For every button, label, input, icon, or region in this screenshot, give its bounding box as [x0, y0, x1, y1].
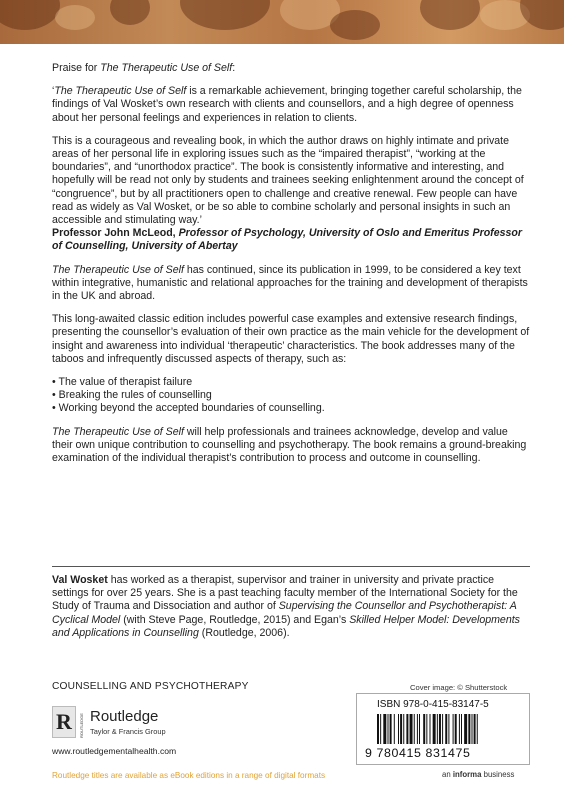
description-paragraph-1: The Therapeutic Use of Self has continued, since its publication in 1999, to be considered a key text within integrative, humanistic and relational approaches for the training and development of therapists in the UK and abroad. [52, 263, 528, 303]
taboo-list [52, 376, 530, 416]
back-cover-text [52, 62, 530, 475]
publisher-vertical-text: ROUTLEDGE [79, 713, 84, 738]
publisher-logo [52, 706, 202, 742]
review-quote-1: ‘The Therapeutic Use of Self is a remarkable achievement, bringing together careful scholarship, the findings of Val Wosket’s own research with clients and counsellors, and a high degree of openness about her personal feelings and experiences in relation to clients. [52, 85, 522, 124]
list-item: • Breaking the rules of counselling [52, 389, 530, 402]
ebook-note: Routledge titles are available as eBook editions in a range of digital formats [52, 771, 326, 780]
list-item: • Working beyond the accepted boundaries of counselling. [52, 402, 530, 415]
description-paragraph-2: This long-awaited classic edition includes powerful case examples and extensive research findings, presenting the counsellor’s evaluation of their own practice as the main vehicle for the development of insight and awareness into individual ‘therapeutic’ characteristics. The book addresses many of the taboos and infrequently discussed aspects of therapy, such as: [52, 313, 530, 365]
barcode-panel [356, 693, 530, 765]
barcode-number: 9 780415 831475 [365, 746, 471, 760]
cover-banner-image [0, 0, 564, 44]
description-paragraph-3: The Therapeutic Use of Self will help professionals and trainees acknowledge, develop and value their own unique contribution to counselling and psychotherapy. The book remains a ground-breaking examination of the individual therapist’s contribution to process and outcome in counselling. [52, 425, 527, 465]
list-item: • The value of therapist failure [52, 376, 530, 389]
author-bio: Val Wosket has worked as a therapist, supervisor and trainer in university and private practice settings for over 25 years. She is a past teaching faculty member of the International Society for the Study of Trauma and Dissociation and author of Supervising the Counsellor and Psychotherapist: A Cyclical Model (with Steve Page, Routledge, 2015) and Egan’s Skilled Helper Model: Developments and Applications in Counselling (Routledge, 2006). [52, 574, 520, 639]
isbn-label: ISBN 978-0-415-83147-5 [377, 699, 489, 710]
section-divider [52, 566, 530, 567]
routledge-mark-icon: R [52, 706, 76, 738]
publisher-group: Taylor & Francis Group [90, 727, 166, 736]
review-quote-2: This is a courageous and revealing book, in which the author draws on highly intimate and private areas of her personal life in exploring issues such as the “impaired therapist”, “working at the boundaries”, and “unorthodox practice”. The book is consistently informative and interesting, and hopefully will be read not only by students and trainees seeking enlightenment around the concept of “congruence”, but by all practitioners open to challenge and creative renewal. Few people can have read as widely as Val Wosket, or be so able to combine scholarly and personal insights in such an accessible and stimulating way.’ [52, 134, 524, 227]
cover-credit: Cover image: © Shutterstock [410, 683, 508, 692]
informa-tagline: an informa business [442, 770, 515, 779]
subject-category: COUNSELLING AND PSYCHOTHERAPY [52, 681, 249, 692]
praise-intro: Praise for The Therapeutic Use of Self: [52, 62, 236, 74]
publisher-website: www.routledgementalhealth.com [52, 746, 177, 756]
barcode-icon [377, 714, 517, 744]
publisher-name: Routledge [90, 708, 159, 725]
review-attribution: Professor John McLeod, Professor of Psychology, University of Oslo and Emeritus Professor of Counselling, University of Abertay [52, 227, 522, 253]
